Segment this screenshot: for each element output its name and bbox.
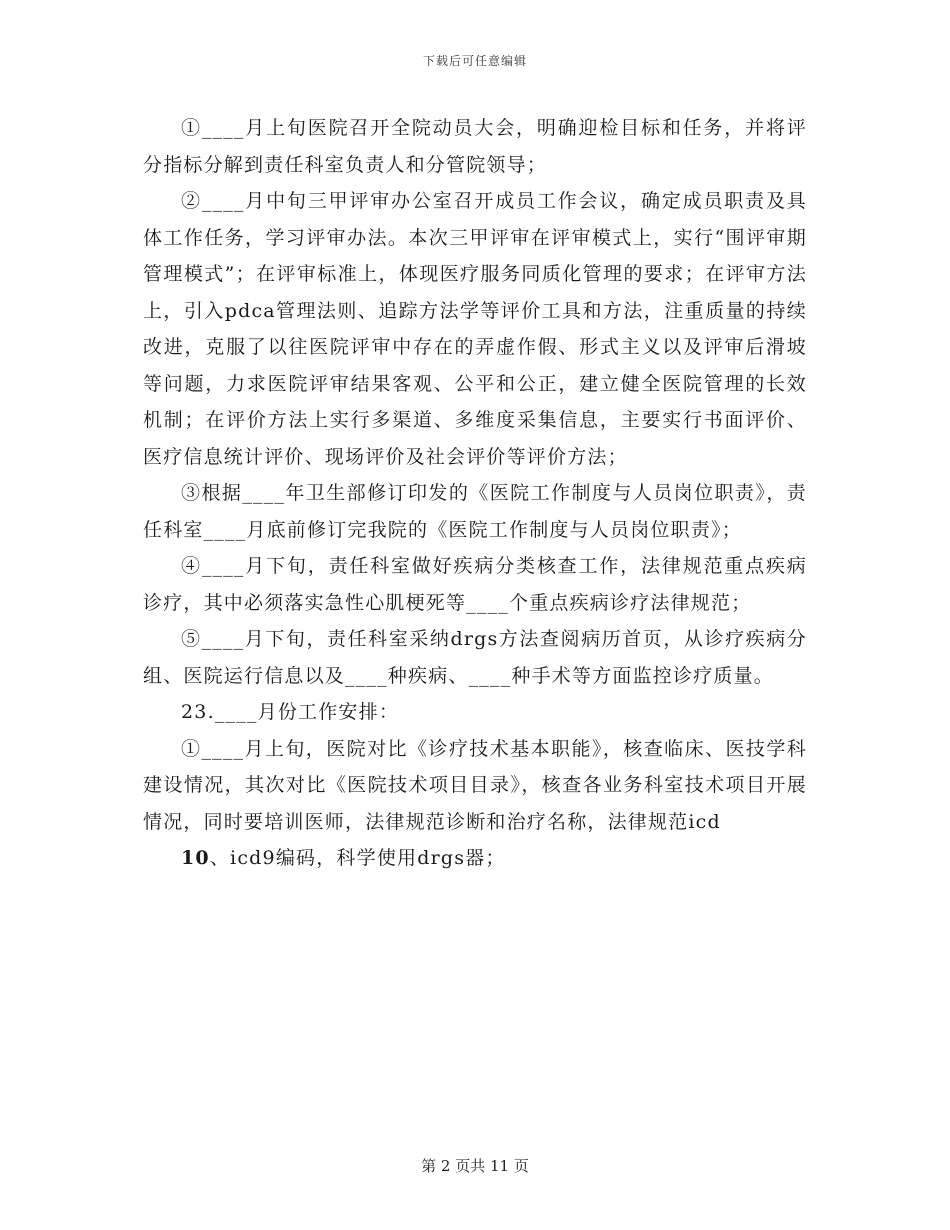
page-header: 下载后可任意编辑 (422, 54, 527, 68)
paragraph-2: ②____月中旬三甲评审办公室召开成员工作会议，确定成员职责及具体工作任务，学习评审办法。本次三甲评审在评审模式上，实行“围评审期管理模式”；在评审标准上，体现医疗服务同质化管理的要求；在评审方法上，引入pdca管理法则、追踪方法学等评价工具和方法，注重质量的持续改进，克服了以往医院评审中存在的弄虚作假、形式主义以及评审后滑坡等问题，力求医院评审结果客观、公平和公正，建立健全医院管理的长效机制；在评价方法上实行多渠道、多维度采集信息，主要实行书面评价、医疗信息统计评价、现场评价及社会评价等评价方法； (143, 190, 807, 468)
paragraph-7-text: 、icd9编码，科学使用drgs器； (209, 847, 506, 869)
document-body (143, 110, 807, 877)
paragraph-5: ⑤____月下旬，责任科室采纳drgs方法查阅病历首页，从诊疗疾病分组、医院运行信息以及____种疾病、____种手术等方面监控诊疗质量。 (143, 628, 807, 687)
section-heading: 23.____月份工作安排： (181, 701, 400, 723)
paragraph-7-lead: 10 (181, 847, 210, 869)
paragraph-7 (143, 840, 807, 877)
paragraph-1: ①____月上旬医院召开全院动员大会，明确迎检目标和任务，并将评分指标分解到责任科室负责人和分管院领导； (143, 117, 807, 176)
paragraph-3: ③根据____年卫生部修订印发的《医院工作制度与人员岗位职责》，责任科室____月底前修订完我院的《医院工作制度与人员岗位职责》； (143, 482, 807, 541)
paragraph-6: ①____月上旬，医院对比《诊疗技术基本职能》，核查临床、医技学科建设情况，其次对比《医院技术项目目录》，核查各业务科室技术项目开展情况，同时要培训医师，法律规范诊断和治疗名称，法律规范icd (143, 737, 807, 833)
paragraph-4: ④____月下旬，责任科室做好疾病分类核查工作，法律规范重点疾病诊疗，其中必须落实急性心肌梗死等____个重点疾病诊疗法律规范； (143, 555, 807, 614)
page-footer: 第 2 页共 11 页 (421, 1157, 529, 1175)
